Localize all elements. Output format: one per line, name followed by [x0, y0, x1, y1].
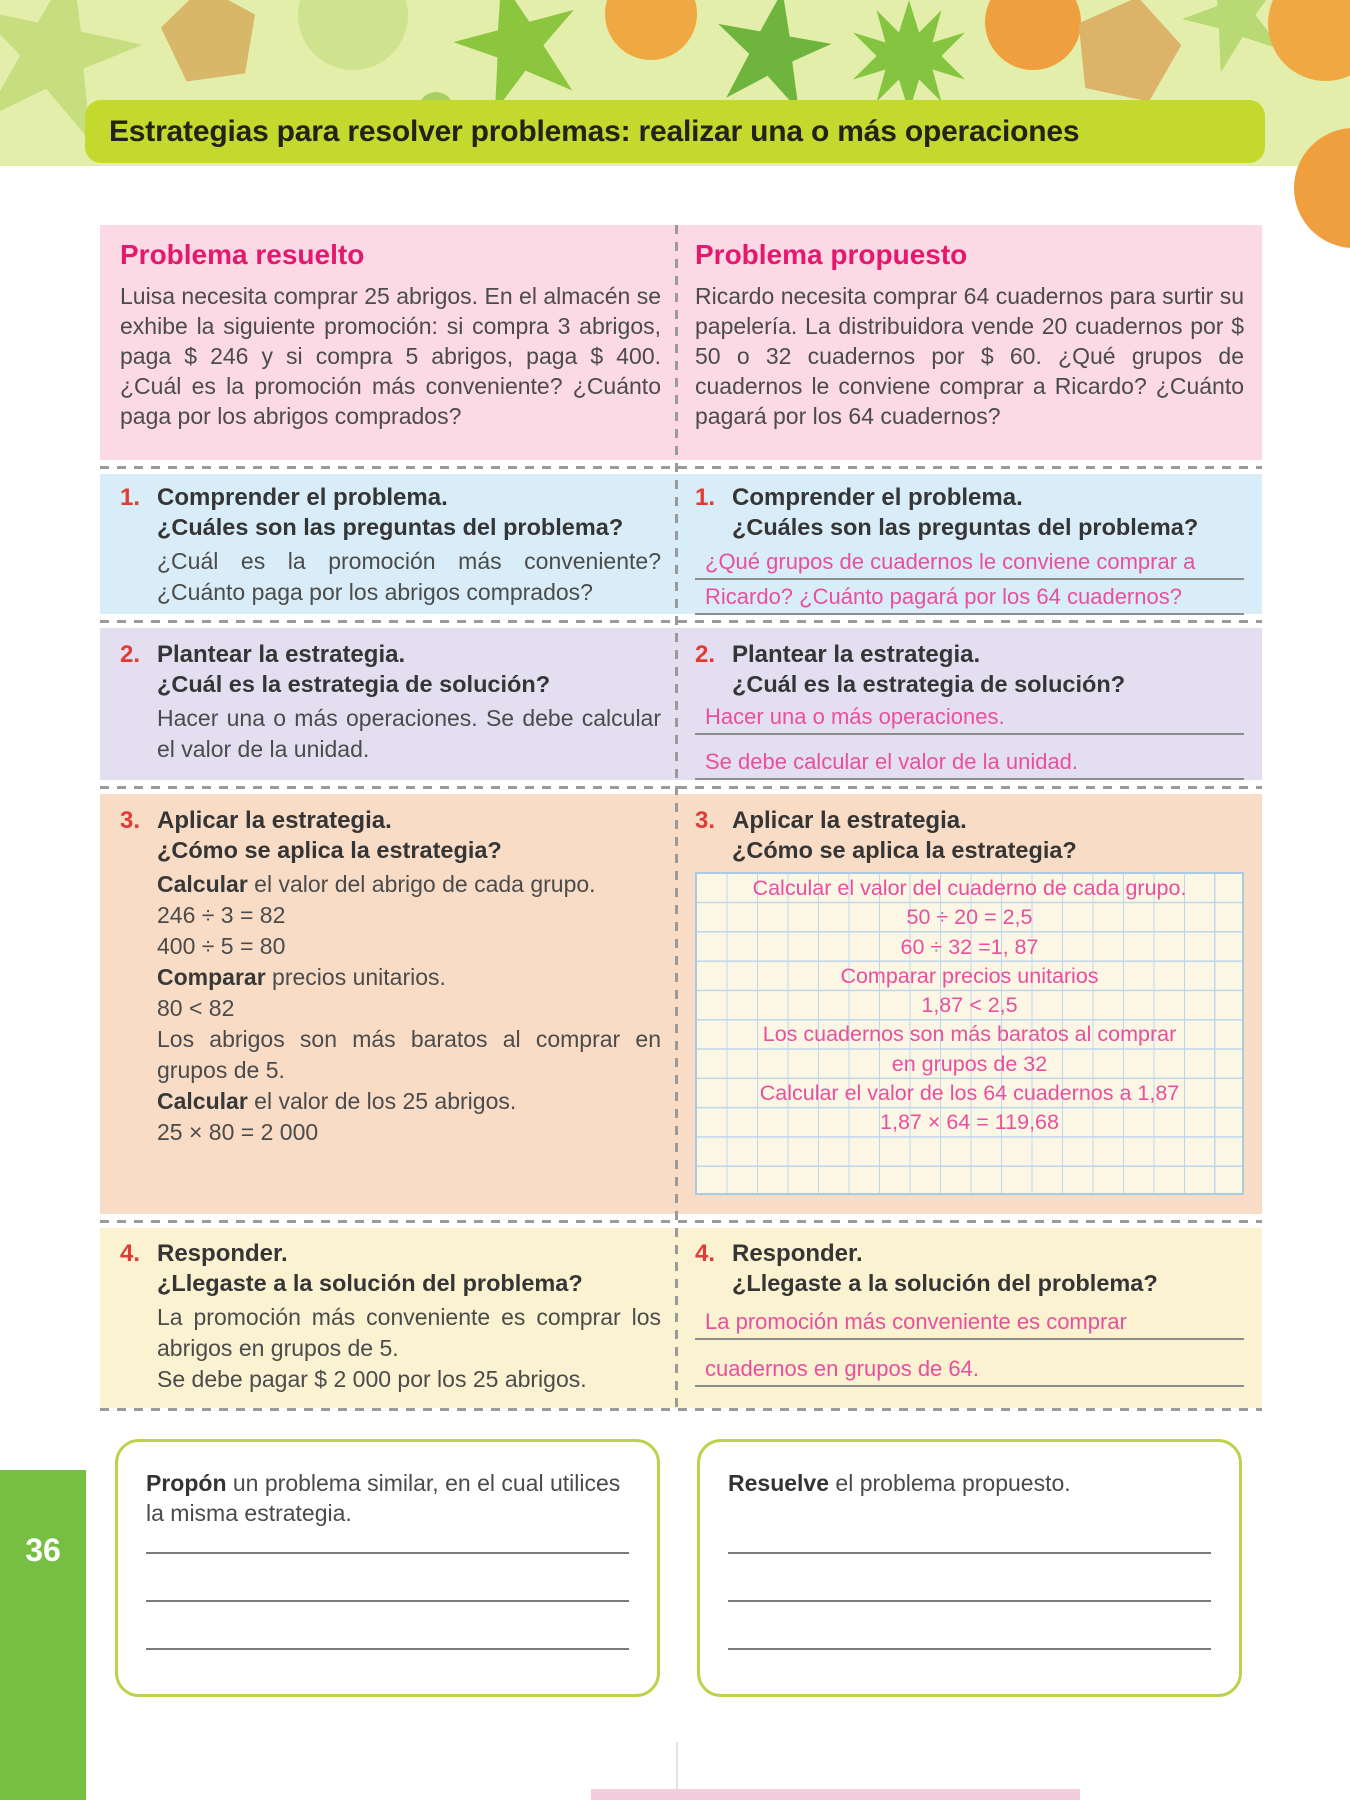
deco-circle-icon: [298, 0, 408, 70]
step-number: 4.: [695, 1240, 716, 1267]
step-question: ¿Cuál es la estrategia de solución?: [157, 671, 551, 697]
proposed-problem-heading: Problema propuesto: [695, 239, 968, 270]
step-question: ¿Cómo se aplica la estrategia?: [157, 837, 502, 863]
proposed-problem-body: Ricardo necesita comprar 64 cuadernos para surtir su papelería. La distribuidora vende 20 cuadernos por $ 50 o 32 cuadernos por $ 60. ¿Qué grupos de cuadernos le conviene comprar a Ricardo? ¿Cuánto pagará por los 64 cuadernos?: [695, 283, 1244, 429]
handwritten-grid-line: 50 ÷ 20 = 2,5: [906, 905, 1033, 930]
handwritten-grid-line: Los cuadernos son más baratos al comprar: [762, 1022, 1177, 1047]
step-answer: Hacer una o más operaciones. Se debe calcular el valor de la unidad.: [157, 705, 661, 762]
step-answer: La promoción más conveniente es comprar los abrigos en grupos de 5.: [157, 1304, 661, 1361]
write-line: [146, 1648, 629, 1650]
proposed-step4: [677, 1228, 1262, 1408]
proposed-step1: [677, 474, 1262, 614]
deco-star-icon: [706, 0, 839, 114]
calc-line: 80 < 82: [157, 995, 235, 1021]
empty-grid-line: [697, 1138, 1242, 1167]
step-number: 2.: [695, 641, 716, 668]
step-number: 1.: [120, 484, 141, 511]
solved-step3-work: [157, 869, 661, 1148]
calc-line: Los abrigos son más baratos al comprar en grupos de 5.: [157, 1026, 661, 1083]
step-question: ¿Cuál es la estrategia de solución?: [732, 671, 1126, 697]
step-title: Comprender el problema.: [157, 484, 448, 511]
column-divider: [675, 225, 678, 1411]
page-number-tab: [0, 1470, 86, 1800]
propose-problem-prompt: Propón un problema similar, en el cual utilices la misma estrategia.: [146, 1470, 621, 1526]
handwritten-answer-line: Se debe calcular el valor de la unidad.: [695, 749, 1244, 780]
step-question: ¿Llegaste a la solución del problema?: [157, 1270, 583, 1296]
step-title: Aplicar la estrategia.: [732, 807, 967, 834]
proposed-step3: [677, 794, 1262, 1214]
solved-step4: [100, 1228, 677, 1408]
solved-problem-heading: Problema resuelto: [120, 239, 365, 270]
step-question: ¿Cuáles son las preguntas del problema?: [157, 514, 624, 540]
deco-circle-icon: [985, 0, 1081, 70]
step-number: 2.: [120, 641, 141, 668]
page-title: Estrategias para resolver problemas: realizar una o más operaciones: [109, 114, 1080, 148]
problem-statement-band: [100, 225, 1262, 460]
solve-problem-prompt: Resuelve el problema propuesto.: [728, 1470, 1071, 1496]
step-number: 1.: [695, 484, 716, 511]
write-line: [146, 1552, 629, 1554]
content-area: [100, 225, 1262, 1411]
step4-band: [100, 1228, 1262, 1408]
write-line: [728, 1600, 1211, 1602]
deco-circle-icon: [605, 0, 697, 60]
solve-problem-box: [697, 1439, 1242, 1697]
handwritten-answer-line: cuadernos en grupos de 64.: [695, 1356, 1244, 1387]
calc-line: 25 × 80 = 2 000: [157, 1119, 319, 1145]
page-number: 36: [25, 1532, 61, 1568]
calc-line: Calcular el valor de los 25 abrigos.: [157, 1088, 517, 1114]
step1-band: [100, 474, 1262, 614]
step-question: ¿Cómo se aplica la estrategia?: [732, 837, 1077, 863]
step3-band: [100, 794, 1262, 1214]
dashed-separator: [100, 780, 1262, 794]
step-number: 3.: [695, 807, 716, 834]
dashed-separator: [100, 614, 1262, 628]
deco-circle-icon: [1268, 0, 1350, 81]
graph-paper-work-area: [695, 872, 1244, 1195]
proposed-step2: [677, 628, 1262, 780]
calc-line: 400 ÷ 5 = 80: [157, 933, 286, 959]
solved-step3: [100, 794, 677, 1214]
handwritten-answer-line: Hacer una o más operaciones.: [695, 704, 1244, 735]
deco-sun-icon: [853, 0, 965, 112]
step-title: Responder.: [157, 1240, 288, 1267]
step-title: Responder.: [732, 1240, 863, 1267]
page-title-bar: [85, 100, 1265, 163]
handwritten-grid-line: Calcular el valor de los 64 cuadernos a 1,87: [759, 1081, 1180, 1106]
step-title: Comprender el problema.: [732, 484, 1023, 511]
handwritten-grid-line: 1,87 × 64 = 119,68: [880, 1110, 1059, 1135]
calc-line: 246 ÷ 3 = 82: [157, 902, 286, 928]
step-answer: Se debe pagar $ 2 000 por los 25 abrigos.: [157, 1366, 587, 1392]
calc-line: Comparar precios unitarios.: [157, 964, 446, 990]
solved-problem-body: Luisa necesita comprar 25 abrigos. En el almacén se exhibe la siguiente promoción: si compra 3 abrigos, paga $ 246 y si compra 5 abrigos, paga $ 400. ¿Cuál es la promoción más conveniente? ¿Cuánto paga por los abrigos comprados?: [120, 283, 661, 429]
solved-step2: [100, 628, 677, 780]
handwritten-grid-line: 1,87 < 2,5: [921, 993, 1018, 1018]
handwritten-grid-line: 60 ÷ 32 =1, 87: [900, 934, 1039, 959]
propose-problem-box: [115, 1439, 660, 1697]
handwritten-answer-line: ¿Qué grupos de cuadernos le conviene comprar a: [695, 549, 1244, 580]
deco-pentagon-icon: [156, 0, 263, 84]
dashed-separator: [100, 460, 1262, 474]
handwritten-grid-line: Calcular el valor del cuaderno de cada grupo.: [752, 876, 1187, 900]
write-line: [146, 1600, 629, 1602]
step-answer: ¿Cuál es la promoción más conveniente? ¿Cuánto paga por los abrigos comprados?: [157, 548, 661, 605]
next-page-sliver: [591, 1789, 1080, 1800]
handwritten-grid-line: Comparar precios unitarios: [840, 963, 1099, 988]
step-question: ¿Cuáles son las preguntas del problema?: [732, 514, 1199, 540]
deco-pentagon-icon: [1066, 0, 1189, 106]
handwritten-grid-line: en grupos de 32: [891, 1051, 1048, 1076]
dashed-separator: [100, 1214, 1262, 1228]
step-title: Plantear la estrategia.: [157, 641, 406, 668]
proposed-problem-statement: [677, 225, 1262, 460]
step-number: 3.: [120, 807, 141, 834]
write-line: [728, 1648, 1211, 1650]
step-title: Aplicar la estrategia.: [157, 807, 392, 834]
step2-band: [100, 628, 1262, 780]
step-title: Plantear la estrategia.: [732, 641, 981, 668]
solved-problem-statement: [100, 225, 677, 460]
handwritten-answer-line: La promoción más conveniente es comprar: [695, 1309, 1244, 1340]
step-question: ¿Llegaste a la solución del problema?: [732, 1270, 1158, 1296]
calc-line: Calcular el valor del abrigo de cada grupo.: [157, 871, 596, 897]
handwritten-answer-line: Ricardo? ¿Cuánto pagará por los 64 cuadernos?: [695, 584, 1244, 615]
write-line: [728, 1552, 1211, 1554]
step-number: 4.: [120, 1240, 141, 1267]
dashed-separator: [100, 1408, 1262, 1411]
empty-grid-line: [697, 1167, 1242, 1196]
solved-step1: [100, 474, 677, 614]
